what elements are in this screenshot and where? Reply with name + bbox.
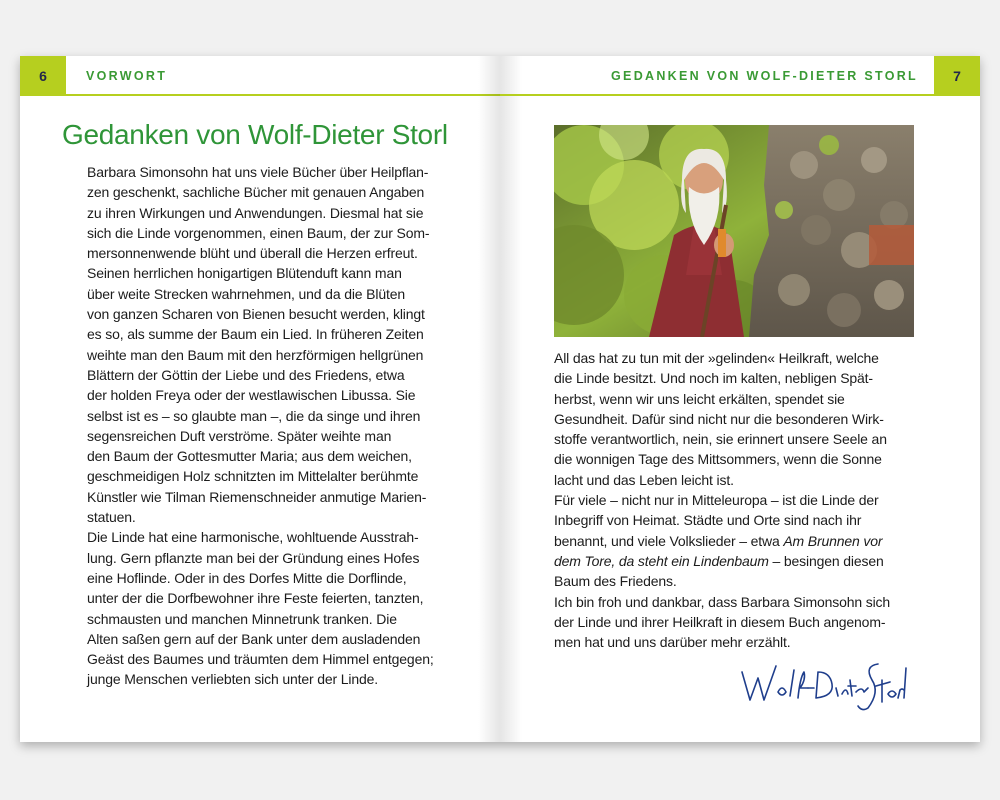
book-spread	[20, 56, 980, 742]
text-line: Ich bin froh und dankbar, dass Barbara Simonsohn sich	[554, 593, 891, 610]
text-fragment: – besingen diesen	[768, 552, 884, 569]
text-line: Blättern der Göttin der Liebe und des Friedens, etwa	[87, 366, 405, 383]
header-rule-right	[500, 94, 934, 96]
text-line: geschmeidigen Holz schnitzten im Mittelalter berühmte	[87, 468, 419, 485]
text-fragment: benannt, und viele Volkslieder – etwa	[554, 532, 784, 549]
header-rule-left	[66, 94, 500, 96]
text-line: Die Linde hat eine harmonische, wohltuende Ausstrah-	[87, 529, 419, 546]
running-head-left: VORWORT	[86, 69, 168, 83]
author-signature	[738, 658, 908, 718]
text-line: weihte man den Baum mit den herzförmigen hellgrünen	[87, 346, 424, 363]
text-line: die Linde besitzt. Und noch im kalten, nebligen Spät-	[554, 370, 873, 387]
text-line: von ganzen Scharen von Bienen besucht werden, klingt	[87, 306, 425, 323]
song-title-italic: Am Brunnen vor	[783, 532, 883, 549]
text-line: mersonnenwende blüht und überall die Herzen erfreut.	[87, 245, 418, 262]
right-body-text	[554, 348, 926, 652]
text-line: selbst ist es – so glaubte man –, die da singe und ihren	[87, 407, 421, 424]
text-line: Für viele – nicht nur in Mitteleuropa – ist die Linde der	[554, 492, 879, 509]
text-line: Barbara Simonsohn hat uns viele Bücher über Heilpflan-	[87, 164, 429, 180]
text-line: lacht und das Leben leicht ist.	[554, 471, 734, 488]
left-page	[20, 56, 500, 742]
text-line: lung. Gern pflanzte man bei der Gründung eines Hofes	[87, 549, 420, 566]
text-line: men hat und uns darüber mehr erzählt.	[554, 634, 791, 651]
text-line: Seinen herrlichen honigartigen Blütenduft kann man	[87, 265, 402, 282]
text-line: Gesundheit. Dafür sind nicht nur die besonderen Wirk-	[554, 410, 884, 427]
text-line: der holden Freya oder der westlawischen Libussa. Sie	[87, 387, 416, 404]
text-line: zu ihren Wirkungen und Anwendungen. Diesmal hat sie	[87, 204, 424, 221]
text-line-with-italic	[554, 551, 926, 571]
text-line: unter der die Dorfbewohner ihre Feste feierten, tanzten,	[87, 590, 424, 607]
text-line: der Linde und ihrer Heilkraft in diesem Buch angenom-	[554, 613, 886, 630]
text-line: sich die Linde vorgenommen, einen Baum, der zur Som-	[87, 224, 430, 241]
text-line: Inbegriff von Heimat. Städte und Orte sind nach ihr	[554, 512, 862, 529]
text-line: All das hat zu tun mit der »gelinden« Heilkraft, welche	[554, 350, 879, 366]
text-line: die wonnigen Tage des Mittsommers, wenn die Sonne	[554, 451, 882, 468]
page-number-right: 7	[934, 56, 980, 96]
chapter-title: Gedanken von Wolf-Dieter Storl	[62, 119, 448, 150]
text-line: statuen.	[87, 509, 136, 526]
text-line: segensreichen Duft verströme. Später weihte man	[87, 427, 392, 444]
text-line: Künstler wie Tilman Riemenschneider anmutige Marien-	[87, 488, 427, 505]
left-body-text	[87, 162, 453, 690]
text-line: über weite Strecken wahrnehmen, und da die Blüten	[87, 285, 405, 302]
text-line: junge Menschen verliebten sich unter der Linde.	[87, 671, 379, 688]
text-line: Alten saßen gern auf der Bank unter dem ausladenden	[87, 630, 421, 647]
right-page	[500, 56, 980, 742]
text-line: den Baum der Gottesmutter Maria; aus dem weichen,	[87, 448, 412, 465]
text-line: eine Hoflinde. Oder in des Dorfes Mitte die Dorflinde,	[87, 569, 407, 586]
text-line: zen geschenkt, sachliche Bücher mit genauen Angaben	[87, 184, 425, 201]
song-title-italic: dem Tore, da steht ein Lindenbaum	[554, 552, 769, 569]
running-head-right: GEDANKEN VON WOLF-DIETER STORL	[611, 69, 918, 83]
text-line: Baum des Friedens.	[554, 573, 677, 590]
text-line: herbst, wenn wir uns leicht erkälten, spendet sie	[554, 390, 845, 407]
page-number-left: 6	[20, 56, 66, 96]
text-line-with-italic	[554, 531, 926, 551]
author-photo	[554, 125, 914, 337]
text-line: es so, als summe der Baum ein Lied. In früheren Zeiten	[87, 326, 424, 343]
text-line: stoffe verantwortlich, nein, sie erinnert unsere Seele an	[554, 431, 887, 448]
text-line: Geäst des Baumes und träumten dem Himmel entgegen;	[87, 651, 434, 668]
text-line: schmausten und manchen Minnetrunk tranken. Die	[87, 610, 397, 627]
